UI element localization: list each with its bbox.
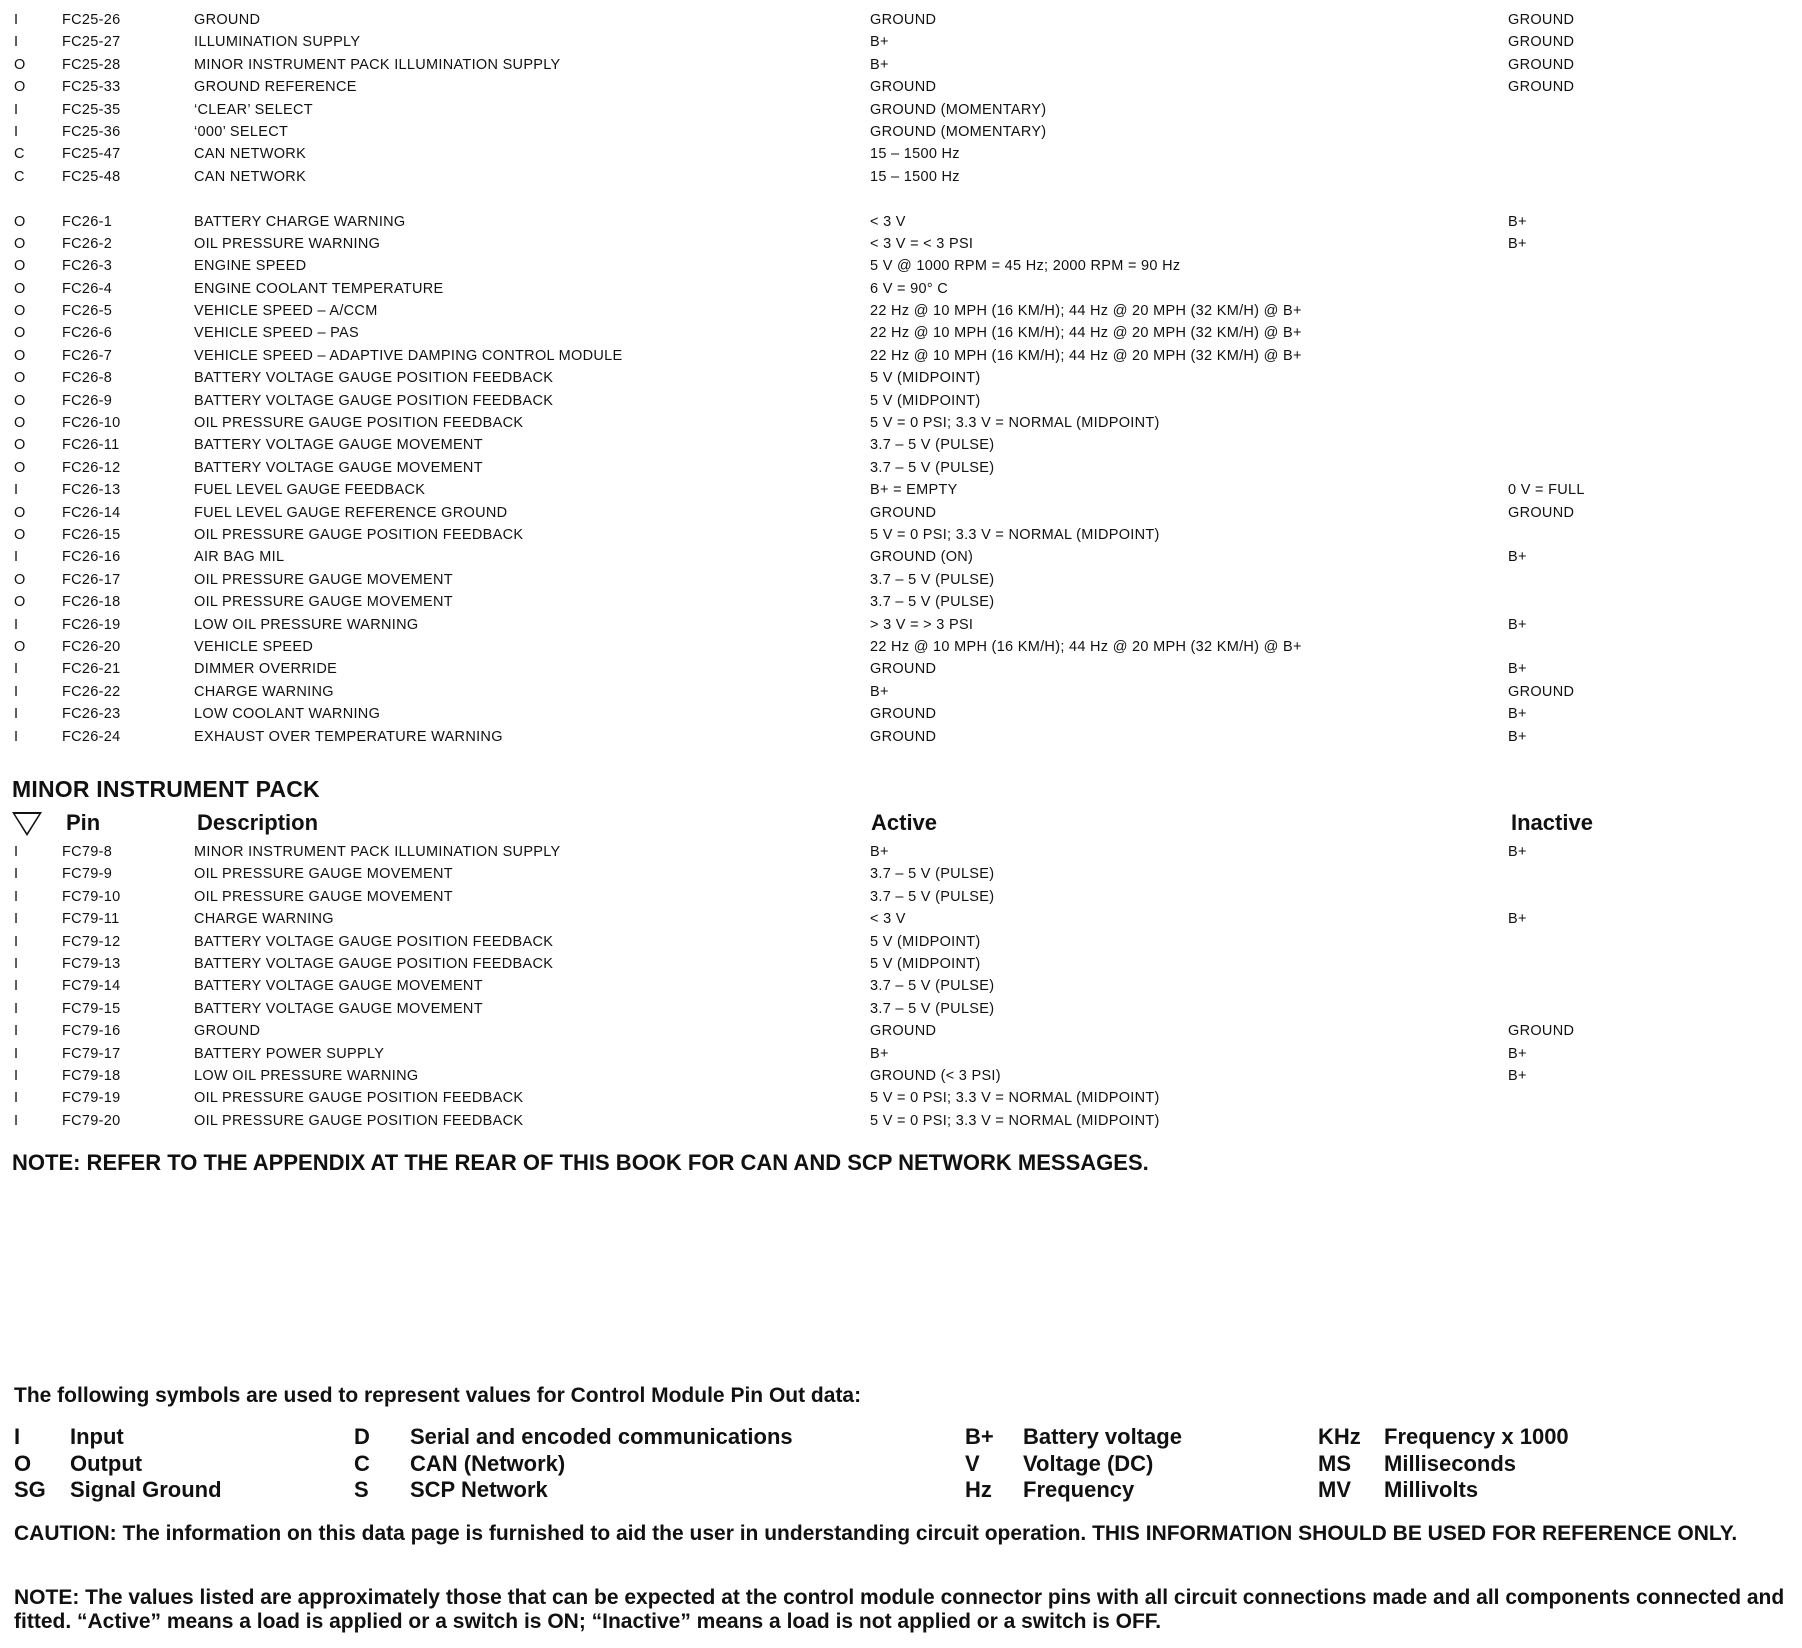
pin-description: OIL PRESSURE GAUGE MOVEMENT <box>194 571 453 588</box>
pin-description: ENGINE COOLANT TEMPERATURE <box>194 280 444 297</box>
pin-description: BATTERY VOLTAGE GAUGE MOVEMENT <box>194 437 483 454</box>
active-value: < 3 V = < 3 PSI <box>870 235 974 252</box>
legend-symbol: KHz <box>1318 1424 1361 1449</box>
active-value: GROUND (MOMENTARY) <box>870 123 1047 140</box>
pin-description: GROUND REFERENCE <box>194 79 357 96</box>
pin-description: BATTERY POWER SUPPLY <box>194 1045 385 1062</box>
pin-description: CAN NETWORK <box>194 168 307 185</box>
active-value: 5 V @ 1000 RPM = 45 Hz; 2000 RPM = 90 Hz <box>870 258 1181 275</box>
pin-description: OIL PRESSURE GAUGE POSITION FEEDBACK <box>194 1112 524 1129</box>
pin-description: DIMMER OVERRIDE <box>194 661 338 678</box>
pin-type: I <box>14 101 19 118</box>
active-value: B+ = EMPTY <box>870 482 958 499</box>
pin-type: I <box>14 911 19 928</box>
pin-type: O <box>14 280 26 297</box>
legend-symbol: D <box>354 1424 370 1449</box>
active-value: B+ <box>870 1045 889 1062</box>
pin-id: FC79-18 <box>62 1067 121 1084</box>
pin-description: BATTERY CHARGE WARNING <box>194 213 406 230</box>
table-row <box>0 569 1802 591</box>
pin-id: FC26-4 <box>62 280 113 297</box>
pin-type: O <box>14 437 26 454</box>
pin-id: FC79-8 <box>62 844 113 860</box>
table-row <box>0 457 1802 479</box>
pin-type: I <box>14 661 19 678</box>
active-value: 3.7 – 5 V (PULSE) <box>870 594 995 611</box>
legend-symbol: O <box>14 1450 32 1476</box>
table-row <box>0 998 1802 1020</box>
active-value: > 3 V = > 3 PSI <box>870 616 974 633</box>
active-value: GROUND (< 3 PSI) <box>870 1067 1001 1084</box>
caution-text: CAUTION: The information on this data page is furnished to aid the user in understanding circuit operation. THIS INFORMATION SHOULD BE USED FOR REFERENCE ONLY. <box>14 1522 1738 1545</box>
pin-description: AIR BAG MIL <box>194 549 285 566</box>
pin-id: FC79-12 <box>62 933 121 950</box>
inactive-value: B+ <box>1508 235 1527 252</box>
pin-description: OIL PRESSURE GAUGE MOVEMENT <box>194 866 453 883</box>
table-row <box>0 255 1802 277</box>
pin-id: FC79-17 <box>62 1045 121 1062</box>
table-row <box>0 908 1802 930</box>
pin-type: O <box>14 571 26 588</box>
pin-type: O <box>14 56 26 73</box>
legend-label: SCP Network <box>410 1477 548 1502</box>
pin-id: FC26-21 <box>62 661 121 678</box>
table-row <box>0 502 1802 524</box>
table-row <box>0 726 1802 748</box>
legend-symbol: Hz <box>965 1477 992 1502</box>
pin-type: I <box>14 706 19 723</box>
inactive-value: GROUND <box>1508 1023 1575 1040</box>
pin-id: FC25-47 <box>62 146 121 163</box>
pin-description: CAN NETWORK <box>194 146 307 163</box>
pin-description: BATTERY VOLTAGE GAUGE POSITION FEEDBACK <box>194 392 554 409</box>
legend-label: Frequency <box>1023 1477 1135 1502</box>
active-value: GROUND <box>870 706 937 723</box>
pin-id: FC25-27 <box>62 34 121 51</box>
active-value: 15 – 1500 Hz <box>870 146 960 163</box>
table-row <box>0 841 1802 863</box>
pin-description: LOW OIL PRESSURE WARNING <box>194 1067 419 1084</box>
table-row <box>0 591 1802 613</box>
inactive-value: B+ <box>1508 844 1527 860</box>
active-value: 22 Hz @ 10 MPH (16 KM/H); 44 Hz @ 20 MPH (32 KM/H) @ B+ <box>870 303 1302 320</box>
table-row <box>0 367 1802 389</box>
active-value: 3.7 – 5 V (PULSE) <box>870 571 995 588</box>
pin-description: EXHAUST OVER TEMPERATURE WARNING <box>194 728 503 745</box>
table-row <box>0 434 1802 456</box>
pin-id: FC79-11 <box>62 911 120 928</box>
active-value: 5 V (MIDPOINT) <box>870 933 981 950</box>
legend-symbol: MV <box>1318 1477 1351 1502</box>
pin-description: MINOR INSTRUMENT PACK ILLUMINATION SUPPLY <box>194 844 561 860</box>
pin-description: OIL PRESSURE GAUGE POSITION FEEDBACK <box>194 415 524 432</box>
inactive-value: GROUND <box>1508 683 1575 700</box>
table-row <box>0 1043 1802 1065</box>
pin-description: CHARGE WARNING <box>194 683 334 700</box>
table-row <box>0 546 1802 568</box>
table-row <box>0 345 1802 367</box>
pin-type: I <box>14 683 19 700</box>
active-value: GROUND <box>870 1023 937 1040</box>
pin-description: ‘CLEAR’ SELECT <box>194 101 313 118</box>
pin-type: I <box>14 1023 19 1040</box>
pin-description: GROUND <box>194 12 261 28</box>
table-row <box>0 479 1802 501</box>
table-row <box>0 76 1802 98</box>
inactive-value: B+ <box>1508 1067 1527 1084</box>
pin-type: O <box>14 459 26 476</box>
active-value: 22 Hz @ 10 MPH (16 KM/H); 44 Hz @ 20 MPH (32 KM/H) @ B+ <box>870 347 1302 364</box>
active-value: 5 V = 0 PSI; 3.3 V = NORMAL (MIDPOINT) <box>870 1112 1160 1129</box>
pin-description: ENGINE SPEED <box>194 258 307 275</box>
pin-id: FC26-24 <box>62 728 121 745</box>
table-row <box>0 524 1802 546</box>
legend-label: Battery voltage <box>1023 1424 1182 1449</box>
table-header <box>0 806 1802 838</box>
table-row <box>0 9 1802 31</box>
table-row <box>0 31 1802 53</box>
legend-symbol: V <box>965 1450 980 1476</box>
inactive-value: B+ <box>1508 911 1527 928</box>
pin-id: FC26-14 <box>62 504 121 521</box>
table-row <box>0 188 1802 210</box>
pin-description: FUEL LEVEL GAUGE FEEDBACK <box>194 482 426 499</box>
pin-description: CHARGE WARNING <box>194 911 334 928</box>
legend-symbol: I <box>14 1424 21 1449</box>
table-row <box>0 1110 1802 1132</box>
active-value: 5 V = 0 PSI; 3.3 V = NORMAL (MIDPOINT) <box>870 1090 1160 1107</box>
pin-description: BATTERY VOLTAGE GAUGE POSITION FEEDBACK <box>194 955 554 972</box>
table-row <box>0 681 1802 703</box>
triangle-symbol-icon <box>12 812 42 836</box>
active-value: GROUND <box>870 661 937 678</box>
pin-description: BATTERY VOLTAGE GAUGE POSITION FEEDBACK <box>194 370 554 387</box>
inactive-value: B+ <box>1508 728 1527 745</box>
pin-id: FC79-16 <box>62 1023 121 1040</box>
active-value: 5 V (MIDPOINT) <box>870 955 981 972</box>
active-value: 22 Hz @ 10 MPH (16 KM/H); 44 Hz @ 20 MPH (32 KM/H) @ B+ <box>870 325 1302 342</box>
pin-id: FC25-28 <box>62 56 121 73</box>
table-row <box>0 1020 1802 1042</box>
pin-type: I <box>14 1112 19 1129</box>
pin-type: O <box>14 325 26 342</box>
active-value: 3.7 – 5 V (PULSE) <box>870 866 995 883</box>
header-pin: Pin <box>66 810 101 835</box>
pin-type: O <box>14 526 26 543</box>
active-value: < 3 V <box>870 911 906 928</box>
pin-id: FC25-35 <box>62 101 121 118</box>
header-description: Description <box>197 810 319 835</box>
inactive-value: B+ <box>1508 1045 1527 1062</box>
pin-id: FC26-22 <box>62 683 121 700</box>
pin-id: FC79-14 <box>62 978 121 995</box>
pin-id: FC26-20 <box>62 638 121 655</box>
active-value: 5 V (MIDPOINT) <box>870 370 981 387</box>
pin-id: FC79-9 <box>62 866 113 883</box>
pin-type: C <box>14 168 25 185</box>
active-value: GROUND <box>870 504 937 521</box>
table-row <box>0 233 1802 255</box>
active-value: GROUND <box>870 79 937 96</box>
legend-intro: The following symbols are used to represent values for Control Module Pin Out data: <box>14 1384 862 1407</box>
legend-symbol: C <box>354 1450 370 1476</box>
pin-description: VEHICLE SPEED – ADAPTIVE DAMPING CONTROL MODULE <box>194 347 623 364</box>
inactive-value: B+ <box>1508 616 1527 633</box>
active-value: B+ <box>870 34 889 51</box>
inactive-value: B+ <box>1508 549 1527 566</box>
table-row <box>0 886 1802 908</box>
table-row <box>0 166 1802 188</box>
table-row <box>0 412 1802 434</box>
pin-type: O <box>14 392 26 409</box>
pin-description: ‘000’ SELECT <box>194 123 289 140</box>
active-value: 15 – 1500 Hz <box>870 168 960 185</box>
active-value: GROUND (MOMENTARY) <box>870 101 1047 118</box>
pin-description: GROUND <box>194 1023 261 1040</box>
pin-id: FC26-3 <box>62 258 113 275</box>
legend-symbol: MS <box>1318 1450 1351 1476</box>
pin-type: O <box>14 415 26 432</box>
active-value: B+ <box>870 56 889 73</box>
pin-type: I <box>14 549 19 566</box>
pin-id: FC25-33 <box>62 79 121 96</box>
inactive-value: B+ <box>1508 706 1527 723</box>
pin-type: O <box>14 79 26 96</box>
pin-description: LOW OIL PRESSURE WARNING <box>194 616 419 633</box>
table-row <box>0 703 1802 725</box>
pin-type: I <box>14 1067 19 1084</box>
legend-symbol: SG <box>14 1477 46 1502</box>
table-row <box>0 1087 1802 1109</box>
table-row <box>0 211 1802 233</box>
pin-type: I <box>14 616 19 633</box>
pin-type: I <box>14 844 19 860</box>
inactive-value: GROUND <box>1508 79 1575 96</box>
pin-type: O <box>14 638 26 655</box>
table-row <box>0 953 1802 975</box>
pin-id: FC25-36 <box>62 123 121 140</box>
pin-id: FC79-10 <box>62 888 121 905</box>
pin-id: FC79-13 <box>62 955 121 972</box>
active-value: 3.7 – 5 V (PULSE) <box>870 1000 995 1017</box>
pin-id: FC26-18 <box>62 594 121 611</box>
active-value: 6 V = 90° C <box>870 280 949 297</box>
pin-type: C <box>14 146 25 163</box>
table-row <box>0 614 1802 636</box>
table-row <box>0 99 1802 121</box>
pin-id: FC26-19 <box>62 616 121 633</box>
pin-id: FC25-26 <box>62 12 121 28</box>
pin-description: BATTERY VOLTAGE GAUGE MOVEMENT <box>194 978 483 995</box>
inactive-value: B+ <box>1508 213 1527 230</box>
table-row <box>0 636 1802 658</box>
table-row <box>0 1065 1802 1087</box>
active-value: 22 Hz @ 10 MPH (16 KM/H); 44 Hz @ 20 MPH (32 KM/H) @ B+ <box>870 638 1302 655</box>
active-value: 3.7 – 5 V (PULSE) <box>870 459 995 476</box>
legend-label: Voltage (DC) <box>1023 1450 1154 1476</box>
pin-type: I <box>14 123 19 140</box>
active-value: 5 V = 0 PSI; 3.3 V = NORMAL (MIDPOINT) <box>870 526 1160 543</box>
legend-label: Frequency x 1000 <box>1384 1424 1569 1449</box>
pin-description: LOW COOLANT WARNING <box>194 706 381 723</box>
legend-label: Input <box>70 1424 124 1449</box>
pin-id: FC26-15 <box>62 526 121 543</box>
table-row <box>0 278 1802 300</box>
pin-type: I <box>14 1000 19 1017</box>
pin-type: O <box>14 258 26 275</box>
pin-type: O <box>14 347 26 364</box>
table-row <box>0 300 1802 322</box>
pin-id: FC26-17 <box>62 571 121 588</box>
pin-type: O <box>14 370 26 387</box>
pin-description: MINOR INSTRUMENT PACK ILLUMINATION SUPPLY <box>194 56 561 73</box>
active-value: B+ <box>870 683 889 700</box>
pin-type: O <box>14 504 26 521</box>
pin-description: OIL PRESSURE GAUGE MOVEMENT <box>194 594 453 611</box>
legend-symbol: B+ <box>965 1424 994 1449</box>
header-inactive: Inactive <box>1511 810 1593 835</box>
pin-type: I <box>14 866 19 883</box>
pin-type: O <box>14 594 26 611</box>
legend-label: Milliseconds <box>1384 1450 1517 1476</box>
pinout-table-main <box>0 9 1802 748</box>
pin-id: FC79-15 <box>62 1000 121 1017</box>
inactive-value: B+ <box>1508 661 1527 678</box>
pin-type: I <box>14 34 19 51</box>
pin-description: BATTERY VOLTAGE GAUGE MOVEMENT <box>194 459 483 476</box>
pin-id: FC26-16 <box>62 549 121 566</box>
pin-description: VEHICLE SPEED – A/CCM <box>194 303 378 320</box>
active-value: 3.7 – 5 V (PULSE) <box>870 978 995 995</box>
table-row <box>0 975 1802 997</box>
legend-symbol: S <box>354 1477 369 1502</box>
active-value: GROUND <box>870 12 937 28</box>
pin-id: FC26-9 <box>62 392 113 409</box>
network-messages-note: NOTE: REFER TO THE APPENDIX AT THE REAR OF THIS BOOK FOR CAN AND SCP NETWORK MESSAGES. <box>12 1150 1149 1175</box>
inactive-value: GROUND <box>1508 56 1575 73</box>
active-value: B+ <box>870 844 889 860</box>
legend-label: Millivolts <box>1384 1477 1479 1502</box>
inactive-value: GROUND <box>1508 34 1575 51</box>
pin-description: BATTERY VOLTAGE GAUGE POSITION FEEDBACK <box>194 933 554 950</box>
inactive-value: GROUND <box>1508 12 1575 28</box>
pin-description: ILLUMINATION SUPPLY <box>194 34 361 51</box>
legend-label: CAN (Network) <box>410 1450 566 1476</box>
pin-description: OIL PRESSURE GAUGE MOVEMENT <box>194 888 453 905</box>
table-row <box>0 658 1802 680</box>
pin-id: FC26-5 <box>62 303 113 320</box>
pin-id: FC26-6 <box>62 325 113 342</box>
active-value: 3.7 – 5 V (PULSE) <box>870 437 995 454</box>
pin-type: I <box>14 978 19 995</box>
pin-id: FC26-13 <box>62 482 121 499</box>
pin-id: FC26-12 <box>62 459 121 476</box>
legend-label: Serial and encoded communications <box>410 1424 793 1449</box>
pin-description: FUEL LEVEL GAUGE REFERENCE GROUND <box>194 504 508 521</box>
table-row <box>0 931 1802 953</box>
pin-type: I <box>14 482 19 499</box>
values-note: NOTE: The values listed are approximately those that can be expected at the control module connector pins with all circuit connections made and all components connected and fitted. “Active” means a load is applied or a switch is ON; “Inactive” means a load is not applied or a switch is OFF. <box>14 1586 1785 1633</box>
section-title: MINOR INSTRUMENT PACK <box>12 776 320 802</box>
table-row <box>0 143 1802 165</box>
table-row <box>0 54 1802 76</box>
pin-id: FC26-2 <box>62 235 113 252</box>
pin-description: OIL PRESSURE GAUGE POSITION FEEDBACK <box>194 526 524 543</box>
active-value: GROUND <box>870 728 937 745</box>
pin-id: FC26-8 <box>62 370 113 387</box>
active-value: 3.7 – 5 V (PULSE) <box>870 888 995 905</box>
pin-type: O <box>14 213 26 230</box>
legend-label: Signal Ground <box>70 1477 222 1502</box>
active-value: GROUND (ON) <box>870 549 974 566</box>
pin-type: I <box>14 933 19 950</box>
pin-description: OIL PRESSURE GAUGE POSITION FEEDBACK <box>194 1090 524 1107</box>
pin-type: I <box>14 1090 19 1107</box>
pin-type: O <box>14 303 26 320</box>
pin-id: FC79-19 <box>62 1090 121 1107</box>
pin-description: VEHICLE SPEED <box>194 638 314 655</box>
table-row <box>0 390 1802 412</box>
pin-type: I <box>14 955 19 972</box>
pin-id: FC26-10 <box>62 415 121 432</box>
pin-type: I <box>14 728 19 745</box>
active-value: < 3 V <box>870 213 906 230</box>
table-row <box>0 863 1802 885</box>
pin-type: O <box>14 235 26 252</box>
pin-id: FC79-20 <box>62 1112 121 1129</box>
active-value: 5 V (MIDPOINT) <box>870 392 981 409</box>
pin-type: I <box>14 12 19 28</box>
table-row <box>0 322 1802 344</box>
pin-description: BATTERY VOLTAGE GAUGE MOVEMENT <box>194 1000 483 1017</box>
inactive-value: GROUND <box>1508 504 1575 521</box>
header-active: Active <box>871 810 938 835</box>
pin-id: FC26-23 <box>62 706 121 723</box>
pin-description: OIL PRESSURE WARNING <box>194 235 381 252</box>
legend-label: Output <box>70 1450 143 1476</box>
pin-id: FC26-7 <box>62 347 113 364</box>
table-row <box>0 121 1802 143</box>
pin-id: FC26-1 <box>62 213 113 230</box>
inactive-value: 0 V = FULL <box>1508 482 1585 499</box>
pin-id: FC25-48 <box>62 168 121 185</box>
pin-id: FC26-11 <box>62 437 120 454</box>
pin-type: I <box>14 888 19 905</box>
pinout-table-minor <box>0 841 1802 1132</box>
pin-description: VEHICLE SPEED – PAS <box>194 325 359 342</box>
active-value: 5 V = 0 PSI; 3.3 V = NORMAL (MIDPOINT) <box>870 415 1160 432</box>
pin-type: I <box>14 1045 19 1062</box>
